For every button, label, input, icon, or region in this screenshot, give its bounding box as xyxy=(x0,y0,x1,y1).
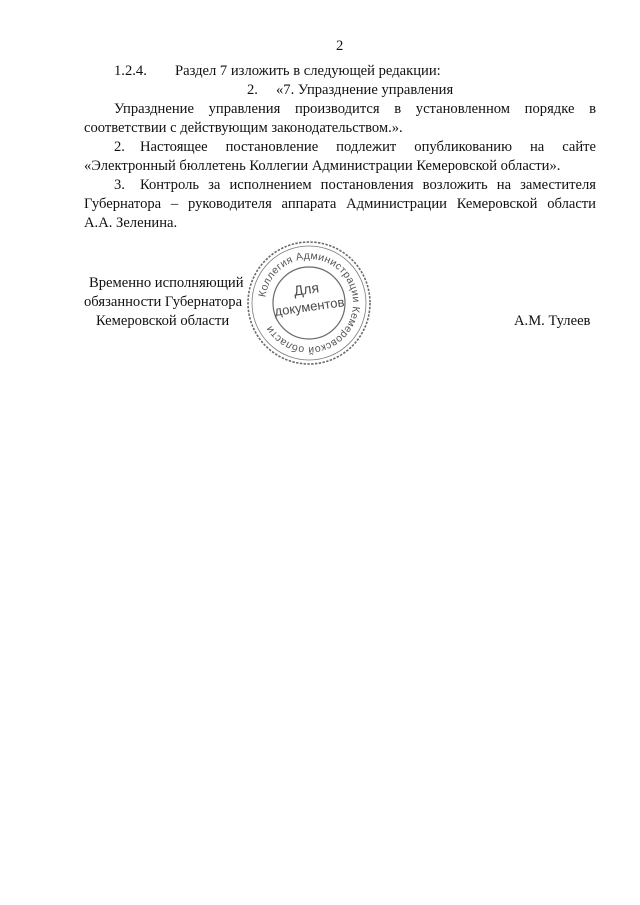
item-2-number: 2. xyxy=(114,139,125,155)
item-2-line-2: «Электронный бюллетень Коллегии Администрации Кемеровской области». xyxy=(84,158,561,174)
item-2-line-1: Настоящее постановление подлежит опубликованию на сайте xyxy=(140,139,596,155)
clause-number-1-2-4: 1.2.4. xyxy=(114,63,147,79)
official-stamp xyxy=(244,238,374,368)
item-3-line-3: А.А. Зеленина. xyxy=(84,215,178,231)
stamp-ring-text: Коллегия Администрации Кемеровской области xyxy=(256,249,363,357)
item-3-line-2: Губернатора – руководителя аппарата Администрации Кемеровской области xyxy=(84,196,596,212)
signature-title-line-2: обязанности Губернатора xyxy=(84,294,243,310)
abolition-line-2: соответствии с действующим законодательством.». xyxy=(84,120,403,136)
page-number: 2 xyxy=(336,38,344,54)
signature-title-line-1: Временно исполняющий xyxy=(89,275,244,291)
abolition-line-1: Упразднение управления производится в установленном порядке в xyxy=(114,101,596,117)
item-3-line-1: Контроль за исполнением постановления возложить на заместителя xyxy=(140,177,596,193)
stamp-center-line-2: документов xyxy=(273,294,346,319)
clause-text-1-2-4: Раздел 7 изложить в следующей редакции: xyxy=(175,63,441,79)
stamp-center-line-1: Для xyxy=(292,279,320,299)
section-heading-text: «7. Упразднение управления xyxy=(276,82,454,98)
signatory-name: А.М. Тулеев xyxy=(514,313,591,329)
signature-title-line-3: Кемеровской области xyxy=(96,313,230,329)
section-heading-number: 2. xyxy=(247,82,258,98)
item-3-number: 3. xyxy=(114,177,125,193)
